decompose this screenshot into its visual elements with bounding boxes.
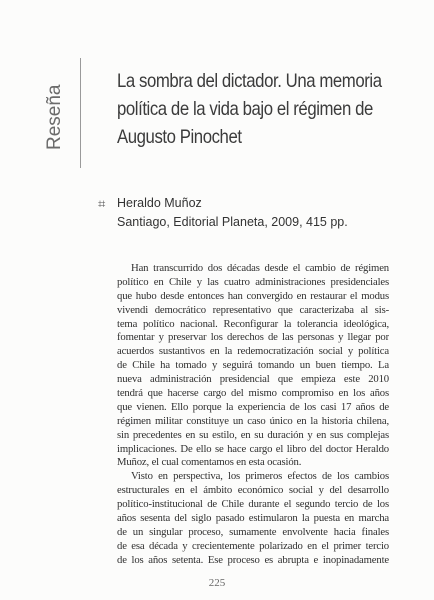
body-line: que vienen. Ello porque la experiencia de los casi 17 años de [117, 400, 389, 413]
title-line-2: política de la vida bajo el régimen de [117, 98, 373, 120]
body-line: sin precedentes en su estilo, en su duración y en sus complejas [117, 428, 389, 441]
body-line: régimen militar constituye un caso único en la historia chilena, [117, 414, 389, 427]
body-line: político-institucional de Chile durante el segundo tercio de los [117, 498, 389, 511]
publication-info: Santiago, Editorial Planeta, 2009, 415 pp. [117, 215, 348, 229]
title-line-3: Augusto Pinochet [117, 126, 242, 148]
body-line: tema político nacional. Reconfigurar la tolerancia ideológica, [117, 317, 389, 330]
body-line: vivendi democrático representativo que caracterizaba al sis- [117, 303, 389, 316]
body-line: de Chile ha tomado y seguirá tomando un buen tiempo. La [117, 359, 389, 372]
body-line: político en Chile y las cuatro administraciones presidenciales [117, 275, 389, 288]
body-line: Han transcurrido dos décadas desde el cambio de régimen [131, 262, 389, 274]
body-line: que hubo desde entonces han convergido en restaurar el modus [117, 289, 389, 302]
book-metadata [98, 194, 348, 232]
book-icon: ⌗ [98, 196, 106, 211]
review-body [117, 262, 389, 568]
page-number: 225 [208, 577, 226, 589]
body-line: de los años setenta. Ese proceso es abrupta e inopinadamente [117, 553, 389, 566]
review-title [117, 67, 382, 151]
author-name: Heraldo Muñoz [117, 196, 202, 210]
body-line: implicaciones. De ello se hace cargo el libro del doctor Heraldo [117, 442, 389, 455]
body-line: estructurales en el ámbito económico social y del desarrollo [117, 484, 389, 497]
body-line: Muñoz, el cual comentamos en esta ocasión. [117, 456, 302, 469]
body-line: tendrá que hacerse cargo del mismo compromiso en los años [117, 387, 389, 400]
body-line: de esa década y crecientemente polarizado en el primer tercio [117, 539, 389, 552]
title-line-1: La sombra del dictador. Una memoria [117, 70, 382, 92]
body-line: Visto en perspectiva, los primeros efectos de los cambios [131, 470, 389, 483]
section-divider [80, 58, 81, 168]
body-line: años sesenta del siglo pasado estimularon la puesta en marcha [117, 512, 389, 525]
body-line: nueva administración presidencial que empieza este 2010 [117, 373, 389, 386]
section-label: Reseña [44, 84, 65, 150]
body-line: acuerdos sustantivos en la redemocratización social y política [117, 345, 389, 358]
body-line: fomentar y preservar los derechos de las personas y llegar por [117, 331, 389, 344]
body-line: de un singular proceso, sumamente envolvente hacia finales [117, 525, 389, 538]
